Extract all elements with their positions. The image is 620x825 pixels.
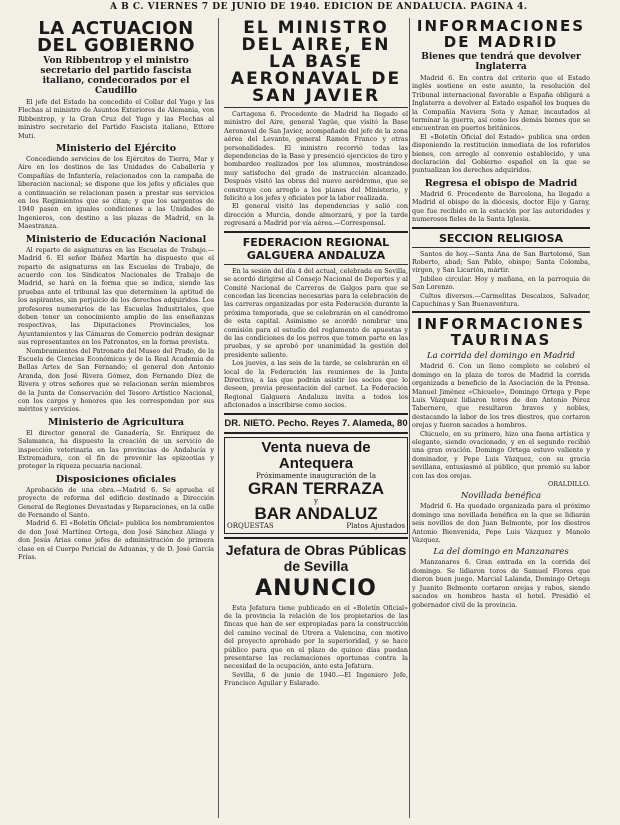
divider — [412, 227, 590, 229]
divider — [224, 432, 408, 434]
headline-informaciones-taurinas: INFORMACIONES TAURINAS — [416, 315, 586, 350]
headline-actuacion-gobierno: LA ACTUACION DEL GOBIERNO — [37, 18, 195, 56]
article-text: Madrid 6. El «Boletín Oficial» publica los nombramientos de don José Martínez Ortega, don José Sánchez Aliaga y don Jesús Arias como jefes de administración de primera clase en el Cuerpo Pericial de Aduanas, y de D. José García Frías. — [18, 519, 214, 562]
article-text: En la sesión del día 4 del actual, celebrada en Sevilla, se acordó dirigirse al Consejo Nacional de Deportes y al Comité Nacional de Carreras de Galgos para que se concedan las licencias necesarias para la celebración de las carreras organizadas por esta Federación durante la próxima temporada, que se celebrarán en el canódromo de esta capital. Asimismo se acordó nombrar una comisión para el estudio del reglamento de apuestas y de las condiciones de los perros que tomen parte en las pruebas, y se aprobó por unanimidad la gestión del presidente saliente. — [224, 266, 408, 359]
ad-subtitle: Próximamente inauguración de la — [255, 471, 377, 480]
section-title-disposiciones: Disposiciones oficiales — [55, 473, 177, 485]
article-text: Concediendo servicios de los Ejércitos de Tierra, Mar y Aire en los destinos de las Unidades de Caballería y Compañías de Infantería, relacionados con la campaña de liberación nacional; se dispone que los jefes y oficiales que a continuación se relacionan pasen a prestar sus servicios en los Regimientos que se citan; y que los sargentos de 1940 pasen en iguales condiciones a las Unidades de Ingenieros, con destino a las plazas de Madrid, en la Maestranza. — [18, 155, 214, 231]
ad-name-bar: BAR ANDALUZ — [254, 503, 378, 523]
ad-venta-antequera — [224, 437, 408, 534]
divider — [412, 247, 590, 248]
ad-dr-nieto: DR. NIETO. Pecho. Reyes 7. Alameda, 80 — [224, 417, 408, 429]
article-text: Aprobación de una obra.—Madrid 6. Se aprueba el proyecto de reforma del edificio destinado a Dirección General de Regiones Devastadas y Reparaciones, en la calle de Fernando el Santo. — [18, 485, 214, 520]
article-text: El jefe del Estado ha concedido el Collar del Yugo y las Flechas al ministro de Asuntos Exteriores de Alemania, von Ribbentrop, y la Gran Cruz del Yugo y las Flechas al ministro secretario del Partido Fascista italiano, Ettore Muti. — [18, 98, 214, 140]
article-text: Cartagena 6. Procedente de Madrid ha llegado el ministro del Aire, general Yagüe, que visitó la Base Aeronaval de San Javier, acompañado del jefe de la zona aérea del Levante, general Ramón Franco y otras personalidades. El ministro recorrió todas las dependencias de la Base y presenció ejercicios de tiro y bombardeo realizados por los alumnos, mostrándose muy satisfecho del grado de instrucción alcanzado. Después visitó las obras del nuevo aeródromo, que se construye con arreglo a los planes del Ministerio, y felicitó a los jefes y oficiales por la labor realizada. — [224, 110, 408, 203]
headline-anuncio: ANUNCIO — [255, 575, 377, 601]
subhead-inglaterra: Bienes que tendrá que devolver Inglaterra — [421, 52, 581, 72]
article-text: Madrid 6. En contra del criterio que el Estado inglés sostiene en este asunto, la resolución del Tribunal internacional favorable a España obligará a Inglaterra a devolver al Estado español los buques de la Compañía Naviera Sota y Aznar, incautados al terminar la guerra, así como los demás bienes que se encuentran en puertos británicos. — [412, 74, 590, 133]
article-text: Manzanares 6. Gran entrada en la corrida del domingo. Se lidiaron toros de Samuel Flores que dieron buen juego. Marcial Lalanda, Domingo Ortega y Juanito Belmonte cortaron orejas y rabos, siendo sacados en hombros hasta el hotel. Presidió el gobernador civil de la provincia. — [412, 558, 590, 609]
headline-informaciones-madrid: INFORMACIONES DE MADRID — [416, 18, 586, 51]
headline-ministro-aire: EL MINISTRO DEL AIRE, EN LA BASE AERONAVAL DE SAN JAVIER — [230, 18, 402, 106]
headline-jefatura-obras: Jefatura de Obras Públicas de Sevilla — [225, 541, 407, 574]
article-text: Nombramientos del Patronato del Museo del Prado, de la Escuela de Ciencias Económicas y de la Real Academia de Bellas Artes de San Fernando; el general don Antonio Aranda, don José Rivera Gómez, don Fernando Díez de Rivera y otros señores que se relacionan serán miembros de la Junta de Conservación del Tesoro Artístico Nacional, con los cargos y honores que les correspondan por sus méritos y servicios. — [18, 346, 214, 414]
article-text: El general visitó las dependencias y salió con dirección a Murcia, donde almorzará, y por la tarde regresará a Madrid por vía aérea.—Corresponsal. — [224, 202, 408, 228]
divider — [224, 107, 408, 108]
page-header: A B C. VIERNES 7 DE JUNIO DE 1940. EDICION DE ANDALUCIA. PAGINA 4. — [110, 2, 528, 12]
column-right — [412, 18, 590, 818]
article-text: Santos de hoy.—Santa Ana de San Bartolomé, San Roberto, abad; San Pablo, obispo; Santa Colomba, virgen, y San Licarión, mártir. — [412, 249, 590, 275]
section-title-obispo: Regresa el obispo de Madrid — [424, 177, 578, 189]
subhead-corrida-madrid: La corrida del domingo en Madrid — [427, 351, 575, 362]
article-text: Esta Jefatura tiene publicado en el «Boletín Oficial» de la provincia la relación de los propietarios de las fincas que han de ser expropiadas para la construcción del camino vecinal de Utrera a Valencina, con motivo del proyecto aprobado por la superioridad, y se hace público para que en el plazo de quince días puedan presentarse las reclamaciones oportunas contra la necesidad de la ocupación, ante esta Jefatura. — [224, 603, 408, 671]
section-title-ejercito: Ministerio del Ejército — [55, 143, 177, 155]
article-text: Los jueves, a las seis de la tarde, se celebrarán en el local de la Federación las reuniones de la Junta Directiva, a las que podrán asistir los socios que lo deseen, previa presentación del carnet. La Federación Regional Galguera Andaluza invita a todos los aficionados a inscribirse como socios. — [224, 359, 408, 410]
ad-title: Venta nueva de Antequera — [261, 438, 371, 472]
subhead-ribbentrop: Von Ribbentrop y el ministro secretario del partido fascista italiano, condecorados por el Caudillo — [40, 56, 192, 96]
article-text: Madrid 6. Procedente de Barcelona, ha llegado a Madrid el obispo de la diócesis, doctor Eijo y Garay, que fue recibido en la estación por las autoridades y numerosos fieles de la Santa Iglesia. — [412, 189, 590, 224]
article-text: Sevilla, 6 de junio de 1940.—El Ingeniero Jefe, Francisco Aguilar y Eslarado. — [224, 670, 408, 688]
article-text: Chicuelo, en su primero, hizo una faena artística y elegante, siendo ovacionado, y en el segundo recibió una gran ovación. Domingo Ortega estuvo valiente y dominador, y Pepe Luis Vázquez, con su gracia sevillana, entusiasmó al público, que premió su labor con las dos orejas. — [412, 429, 590, 480]
ad-orquestas: ORQUESTAS — [227, 521, 274, 530]
ad-platos: Platos Ajustados — [346, 521, 405, 530]
divider — [224, 231, 408, 233]
article-text: El «Boletín Oficial del Estado» publica una orden disponiendo la restitución inmediata de los referidos bienes, con arreglo al convenio establecido, y una declaración del Gobierno español en la que se puntualizan los derechos adquiridos. — [412, 132, 590, 175]
article-text: Madrid 6. Ha quedado organizada para el próximo domingo una novillada benéfica en la que se lidiarán seis novillos de don Juan Belmonte, por los diestros Antonio Bienvenida, Pepe Luis Vázquez y Manolo Vázquez. — [412, 502, 590, 545]
ad-name-terraza: GRAN TERRAZA — [248, 478, 384, 498]
subhead-novillada: Novillada benéfica — [460, 491, 542, 502]
divider — [224, 537, 408, 539]
article-text: El director general de Ganadería, Sr. Enríquez de Salamanca, ha dispuesto la creación de un servicio de inspección veterinaria en las provincias de Andalucía y Extremadura, con el fin de prevenir las epizootias y proteger la riqueza pecuaria nacional. — [18, 428, 214, 471]
headline-seccion-religiosa: SECCION RELIGIOSA — [438, 231, 564, 245]
article-text: Jubileo circular. Hoy y mañana, en la parroquia de San Lorenzo. — [412, 274, 590, 292]
divider — [224, 413, 408, 415]
section-title-educacion: Ministerio de Educación Nacional — [25, 233, 207, 245]
headline-federacion-galguera: FEDERACION REGIONAL GALGUERA ANDALUZA — [242, 235, 390, 262]
column-divider — [218, 18, 219, 818]
article-text: Cultos diversos.—Carmelitas Descalzos, Salvador, Capuchinas y San Buenaventura. — [412, 291, 590, 308]
article-text: Al reparto de asignaturas en las Escuelas de Trabajo.—Madrid 6. El señor Ibáñez Martín ha dispuesto que el reparto de asignaturas en las Escuelas de Trabajo, de acuerdo con los Sindicatos Nacionales de Trabajo de Madrid, se hará en la forma que se indica, siendo las pruebas ante el tribunal las que determinen la aptitud de los aspirantes, sin perjuicio de los derechos adquiridos. Los profesores numerarios de las Escuelas Industriales, que deben tener un conocimiento amplio de las enseñanzas respectivas, las Diputaciones Provinciales, los Ayuntamientos y las Cámaras de Comercio podrán designar sus representantes en los Patronatos, en la forma prevista. — [18, 245, 214, 347]
divider — [224, 264, 408, 265]
column-middle — [224, 18, 408, 818]
article-text: Madrid 6. Con un lleno completo se celebró el domingo en la plaza de toros de Madrid la corrida organizada a beneficio de la Asociación de la Prensa. Manuel Jiménez «Chicuelo», Domingo Ortega y Pepe Luis Vázquez lidiaron toros de don Antonio Pérez Tabernero, que resultaron bravos y nobles, destacando la labor de los tres diestros, que cortaron orejas y fueron sacados a hombros. — [412, 362, 590, 430]
article-signature: ORALDILLO. — [548, 480, 590, 489]
section-title-agricultura: Ministerio de Agricultura — [47, 416, 185, 428]
divider — [412, 311, 590, 313]
column-left — [18, 18, 214, 818]
column-divider — [409, 18, 410, 818]
subhead-manzanares: La del domingo en Manzanares — [433, 547, 569, 558]
ad-conjunction: y — [314, 496, 318, 505]
